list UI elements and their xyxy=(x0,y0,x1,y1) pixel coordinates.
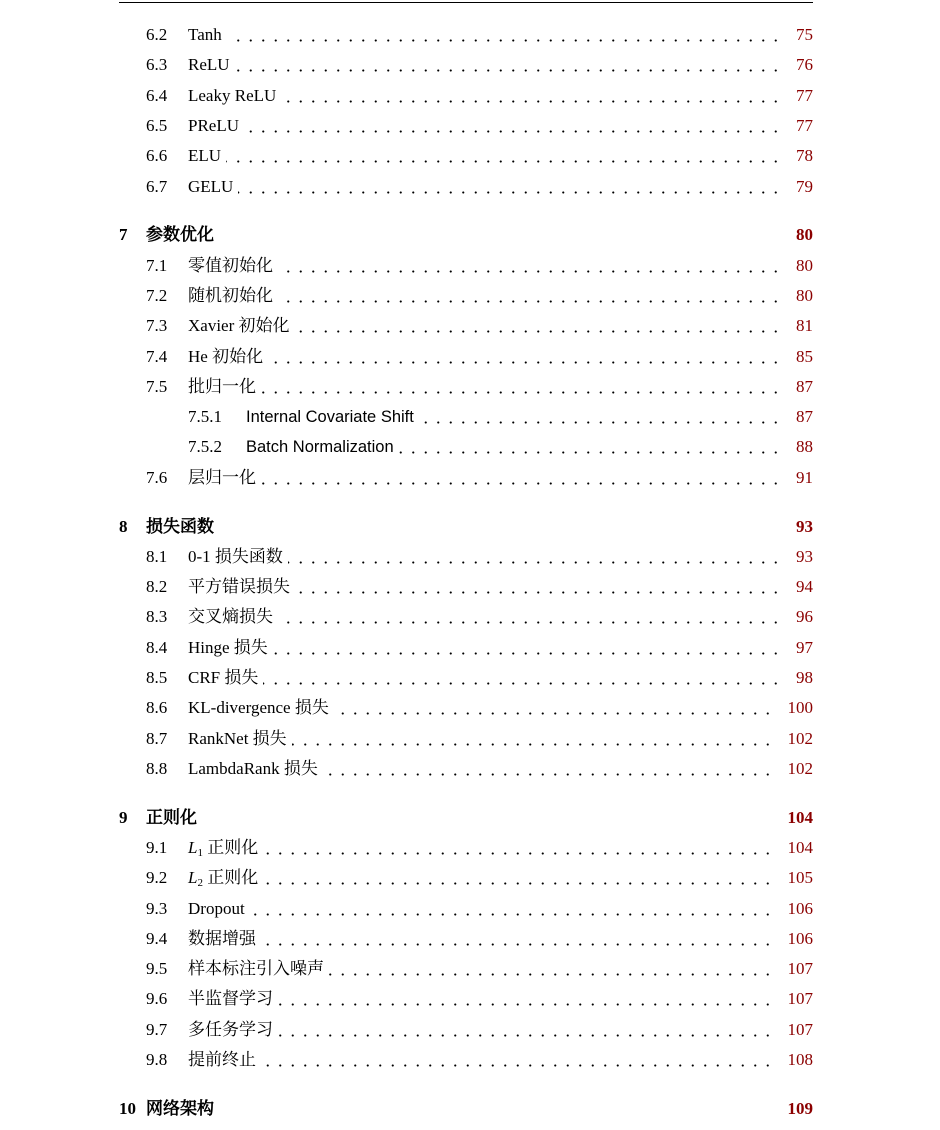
toc-entry-page[interactable]: 81 xyxy=(796,316,813,335)
toc-entry-title: LambdaRank 损失 xyxy=(188,756,321,782)
toc-entry-page[interactable]: 96 xyxy=(796,607,813,626)
toc-entry-title: Internal Covariate Shift xyxy=(246,404,417,430)
toc-entry-title: Xavier 初始化 xyxy=(188,313,293,339)
math-subscript: 1 xyxy=(197,847,203,859)
toc-entry-title: Hinge 损失 xyxy=(188,635,271,661)
toc-entry-chapter[interactable] xyxy=(0,514,940,540)
toc-entry-number: 9.6 xyxy=(146,989,168,1008)
toc-entry-section[interactable] xyxy=(0,544,940,570)
toc-entry-page[interactable]: 104 xyxy=(787,838,813,857)
toc-entry-page[interactable]: 107 xyxy=(787,1020,813,1039)
dot-leader xyxy=(329,956,774,982)
toc-entry-title: 层归一化 xyxy=(188,465,259,491)
toc-entry-page[interactable]: 76 xyxy=(796,55,813,74)
toc-entry-number: 9.3 xyxy=(146,899,168,918)
toc-entry-section[interactable] xyxy=(0,374,940,400)
toc-entry-number: 9.8 xyxy=(146,1050,168,1069)
toc-entry-page[interactable]: 97 xyxy=(796,638,813,657)
toc-entry-section[interactable] xyxy=(0,756,940,782)
toc-entry-title: Tanh xyxy=(188,22,225,48)
dot-leader xyxy=(295,574,782,600)
dot-leader xyxy=(278,1017,774,1043)
dot-leader xyxy=(292,726,774,752)
toc-entry-number: 8.4 xyxy=(146,638,168,657)
dot-leader xyxy=(235,52,782,78)
toc-entry-title: ELU xyxy=(188,143,224,169)
toc-entry-page[interactable]: 88 xyxy=(796,437,813,456)
toc-entry-section[interactable] xyxy=(0,83,940,109)
dot-leader xyxy=(278,986,774,1012)
toc-entry-section[interactable] xyxy=(0,465,940,491)
toc-entry-title: 网络架构 xyxy=(146,1096,217,1122)
toc-entry-section[interactable] xyxy=(0,143,940,169)
toc-entry-section[interactable] xyxy=(0,574,940,600)
toc-entry-page[interactable]: 87 xyxy=(796,407,813,426)
toc-entry-section[interactable] xyxy=(0,726,940,752)
toc-entry-title: 损失函数 xyxy=(146,514,217,540)
toc-entry-number: 8.3 xyxy=(146,607,168,626)
toc-entry-subsection[interactable] xyxy=(0,434,940,460)
toc-entry-title: 参数优化 xyxy=(146,222,217,248)
toc-entry-page[interactable]: 108 xyxy=(787,1050,813,1069)
toc-entry-title: ReLU xyxy=(188,52,233,78)
toc-entry-section[interactable] xyxy=(0,283,940,309)
dot-leader xyxy=(261,374,782,400)
toc-entry-title: Dropout xyxy=(188,896,248,922)
dot-leader xyxy=(278,253,782,279)
toc-entry-page[interactable]: 98 xyxy=(796,668,813,687)
toc-entry-page[interactable]: 85 xyxy=(796,347,813,366)
toc-entry-number: 9.4 xyxy=(146,929,168,948)
toc-entry-page[interactable]: 107 xyxy=(787,959,813,978)
toc-entry-number: 7 xyxy=(119,225,128,244)
toc-entry-page[interactable]: 78 xyxy=(796,146,813,165)
toc-entry-title: 批归一化 xyxy=(188,374,259,400)
toc-entry-chapter[interactable] xyxy=(0,222,940,248)
dot-leader xyxy=(263,665,782,691)
toc-entry-number: 6.7 xyxy=(146,177,168,196)
toc-entry-number: 8.7 xyxy=(146,729,168,748)
toc-entry-number: 8.1 xyxy=(146,547,168,566)
dot-leader xyxy=(288,544,782,570)
toc-entry-page[interactable]: 80 xyxy=(796,256,813,275)
toc-entry-number: 8.2 xyxy=(146,577,168,596)
toc-entry-title: 零值初始化 xyxy=(188,253,276,279)
dot-leader xyxy=(278,283,782,309)
toc-entry-page[interactable]: 93 xyxy=(796,547,813,566)
toc-entry-section[interactable] xyxy=(0,1017,940,1043)
toc-entry-number: 9 xyxy=(119,808,128,827)
toc-entry-page[interactable]: 106 xyxy=(787,899,813,918)
toc-entry-number: 8 xyxy=(119,517,128,536)
toc-entry-page[interactable]: 106 xyxy=(787,929,813,948)
toc-entry-number: 9.2 xyxy=(146,868,168,887)
toc-entry-number: 6.6 xyxy=(146,146,168,165)
toc-entry-title: 多任务学习 xyxy=(188,1017,276,1043)
toc-entry-page[interactable]: 91 xyxy=(796,468,813,487)
toc-entry-chapter[interactable] xyxy=(0,805,940,831)
toc-entry-number: 7.2 xyxy=(146,286,168,305)
toc-entry-section[interactable] xyxy=(0,926,940,952)
toc-entry-number: 8.8 xyxy=(146,759,168,778)
dot-leader xyxy=(227,22,782,48)
toc-entry-page[interactable]: 79 xyxy=(796,177,813,196)
toc-entry-subsection[interactable] xyxy=(0,404,940,430)
dot-leader xyxy=(250,896,774,922)
toc-entry-number: 6.5 xyxy=(146,116,168,135)
toc-entry-number: 8.6 xyxy=(146,698,168,717)
dot-leader xyxy=(261,1047,774,1073)
toc-entry-section[interactable] xyxy=(0,174,940,200)
math-subscript: 2 xyxy=(197,877,203,889)
dot-leader xyxy=(334,695,774,721)
toc-entry-section[interactable] xyxy=(0,896,940,922)
toc-entry-section[interactable] xyxy=(0,22,940,48)
toc-entry-number: 7.5 xyxy=(146,377,168,396)
dot-leader xyxy=(419,404,782,430)
dot-leader xyxy=(226,143,782,169)
toc-entry-page[interactable]: 102 xyxy=(787,759,813,778)
dot-leader xyxy=(261,465,782,491)
dot-leader xyxy=(263,865,774,891)
toc-entry-section[interactable] xyxy=(0,344,940,370)
toc-entry-title: 提前终止 xyxy=(188,1047,259,1073)
toc-entry-page[interactable]: 77 xyxy=(796,116,813,135)
toc-entry-title: 随机初始化 xyxy=(188,283,276,309)
toc-entry-section[interactable] xyxy=(0,635,940,661)
toc-entry-title-text: 正则化 xyxy=(202,868,259,887)
toc-entry-page[interactable]: 102 xyxy=(787,729,813,748)
toc-entry-page[interactable]: 87 xyxy=(796,377,813,396)
toc-entry-title xyxy=(188,865,261,896)
toc-entry-section[interactable] xyxy=(0,956,940,982)
toc-entry-title: Leaky ReLU xyxy=(188,83,279,109)
toc-entry-number: 6.2 xyxy=(146,25,168,44)
toc-entry-title: CRF 损失 xyxy=(188,665,261,691)
toc-entry-title: 交叉熵损失 xyxy=(188,604,276,630)
dot-leader xyxy=(244,113,782,139)
toc-entry-section[interactable] xyxy=(0,113,940,139)
toc-entry-chapter[interactable] xyxy=(0,1096,940,1122)
dot-leader xyxy=(268,344,782,370)
toc-entry-title: KL-divergence 损失 xyxy=(188,695,332,721)
toc-entry-page[interactable]: 80 xyxy=(796,286,813,305)
toc-entry-page[interactable]: 75 xyxy=(796,25,813,44)
toc-entry-page[interactable]: 109 xyxy=(787,1099,813,1118)
dot-leader xyxy=(263,835,774,861)
toc-entry-page[interactable]: 105 xyxy=(787,868,813,887)
header-rule xyxy=(119,2,813,3)
toc-entry-page[interactable]: 100 xyxy=(787,698,813,717)
toc-entry-title xyxy=(188,835,261,866)
toc-entry-number: 7.5.1 xyxy=(188,407,222,426)
toc-entry-number: 9.1 xyxy=(146,838,168,857)
toc-entry-title: RankNet 损失 xyxy=(188,726,290,752)
toc-entry-title: 0-1 损失函数 xyxy=(188,544,286,570)
toc-entry-section[interactable] xyxy=(0,695,940,721)
toc-entry-page[interactable]: 94 xyxy=(796,577,813,596)
toc-entry-section[interactable] xyxy=(0,665,940,691)
toc-entry-number: 7.6 xyxy=(146,468,168,487)
toc-entry-section[interactable] xyxy=(0,865,940,891)
toc-entry-title: 平方错误损失 xyxy=(188,574,293,600)
toc-entry-number: 10 xyxy=(119,1099,136,1118)
toc-entry-title: PReLU xyxy=(188,113,242,139)
toc-entry-number: 8.5 xyxy=(146,668,168,687)
toc-entry-title: Batch Normalization xyxy=(246,434,397,460)
toc-entry-section[interactable] xyxy=(0,313,940,339)
toc-entry-title: 正则化 xyxy=(146,805,200,831)
toc-entry-section[interactable] xyxy=(0,1047,940,1073)
toc-entry-number: 7.4 xyxy=(146,347,168,366)
toc-entry-number: 9.7 xyxy=(146,1020,168,1039)
toc-entry-page[interactable]: 104 xyxy=(787,808,813,827)
toc-entry-section[interactable] xyxy=(0,253,940,279)
dot-leader xyxy=(323,756,774,782)
math-variable: L xyxy=(188,838,198,857)
toc-entry-number: 7.1 xyxy=(146,256,168,275)
dot-leader xyxy=(281,83,782,109)
toc-entry-section[interactable] xyxy=(0,986,940,1012)
dot-leader xyxy=(273,635,782,661)
toc-entry-page[interactable]: 80 xyxy=(796,225,813,244)
toc-entry-number: 6.3 xyxy=(146,55,168,74)
math-variable: L xyxy=(188,868,198,887)
dot-leader xyxy=(238,174,782,200)
toc-entry-title: He 初始化 xyxy=(188,344,266,370)
toc-entry-page[interactable]: 77 xyxy=(796,86,813,105)
toc-entry-number: 6.4 xyxy=(146,86,168,105)
toc-entry-page[interactable]: 107 xyxy=(787,989,813,1008)
toc-entry-number: 9.5 xyxy=(146,959,168,978)
dot-leader xyxy=(278,604,782,630)
toc-entry-title: GELU xyxy=(188,174,236,200)
toc-entry-section[interactable] xyxy=(0,52,940,78)
toc-entry-title: 样本标注引入噪声 xyxy=(188,956,327,982)
toc-entry-title: 数据增强 xyxy=(188,926,259,952)
toc-entry-section[interactable] xyxy=(0,604,940,630)
toc-entry-title: 半监督学习 xyxy=(188,986,276,1012)
toc-entry-page[interactable]: 93 xyxy=(796,517,813,536)
dot-leader xyxy=(295,313,782,339)
toc-entry-number: 7.5.2 xyxy=(188,437,222,456)
dot-leader xyxy=(261,926,774,952)
toc-entry-number: 7.3 xyxy=(146,316,168,335)
toc-entry-section[interactable] xyxy=(0,835,940,861)
toc-entry-title-text: 正则化 xyxy=(202,838,259,857)
dot-leader xyxy=(399,434,782,460)
